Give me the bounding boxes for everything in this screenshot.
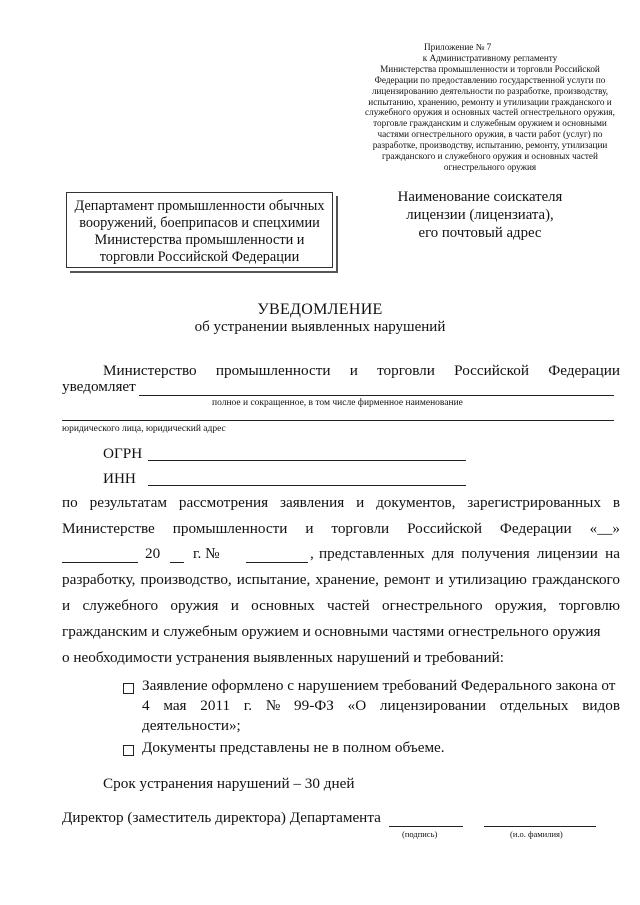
director-label: Директор (заместитель директора) Департамента — [62, 809, 381, 826]
appendix-line: Министерства промышленности и торговли Российской — [380, 63, 600, 74]
word: основных — [251, 597, 315, 614]
appendix-line: к Административному регламенту — [422, 52, 558, 63]
word: «О — [347, 697, 367, 714]
paragraph-line-2 — [62, 520, 620, 538]
word: Министерстве — [62, 520, 155, 537]
word: служебного — [82, 597, 159, 614]
item-violation-line-1: Заявление оформлено с нарушением требований Федерального закона от — [142, 677, 616, 694]
department-line: торговли Российской Федерации — [99, 249, 300, 265]
paragraph-ministry-line — [103, 362, 620, 380]
applicant-line: лицензии (лицензиата), — [406, 207, 554, 223]
appendix-line: Федерации по предоставлению государственной услуги по — [374, 74, 606, 85]
date-day-blank: «__» — [589, 520, 620, 537]
word: видов — [582, 697, 620, 714]
word: № — [265, 697, 281, 714]
word: г. — [243, 697, 253, 714]
department-box — [66, 192, 333, 268]
deadline-text: Срок устранения нарушений – 30 дней — [103, 775, 355, 792]
date-month-line — [62, 562, 138, 563]
word: гражданского — [531, 571, 620, 588]
word: промышленности — [172, 520, 288, 537]
word: 99-ФЗ — [294, 697, 334, 714]
word: испытание, — [236, 571, 311, 588]
word: получения — [461, 545, 530, 562]
reg-number-line — [246, 562, 308, 563]
word: Министерство — [103, 362, 197, 379]
word: отдельных — [499, 697, 569, 714]
appendix-line: частями огнестрельного оружия, в части работ (услуг) по — [377, 129, 603, 140]
appendix-line: гражданского и служебного оружия и основных частей — [382, 151, 598, 162]
word: и — [435, 571, 444, 588]
item-violation-line-2 — [142, 697, 620, 715]
word: торговлю — [559, 597, 620, 614]
item-violation-line-3: деятельности»; — [142, 717, 241, 734]
word: Российской — [407, 520, 482, 537]
department-line: Министерства промышленности и — [94, 232, 305, 248]
appendix-title: Приложение № 7 — [424, 42, 492, 52]
department-line: Департамент промышленности обычных — [74, 198, 325, 214]
org-address-line — [62, 420, 614, 421]
word: торговли — [377, 362, 435, 379]
word: хранение, — [315, 571, 379, 588]
paragraph-line-3 — [319, 545, 620, 563]
word: огнестрельного — [381, 597, 483, 614]
word: промышленности — [215, 362, 331, 379]
word: производство, — [140, 571, 232, 588]
word: ремонт — [383, 571, 431, 588]
item-incomplete-docs: Документы представлены не в полном объеме. — [142, 739, 445, 756]
paragraph-line-6: гражданским и служебным оружием и основными частями огнестрельного оружия — [62, 623, 601, 640]
word: документов, — [376, 494, 456, 511]
word: и — [349, 362, 358, 379]
word: 4 — [142, 697, 150, 714]
year-prefix: 20 — [145, 545, 161, 562]
word: оружия — [170, 597, 219, 614]
notifies-label: уведомляет — [62, 378, 136, 395]
word: торговли — [331, 520, 390, 537]
word: оружия, — [494, 597, 547, 614]
inn-label: ИНН — [103, 470, 136, 487]
appendix-line: торговле гражданским и служебным оружием и основными — [373, 118, 607, 129]
signature-caption: (подпись) — [402, 829, 438, 839]
word: лицензировании — [379, 697, 487, 714]
word: заявления — [279, 494, 345, 511]
notice-subtitle: об устранении выявленных нарушений — [194, 319, 446, 335]
applicant-address-block — [360, 188, 600, 242]
year-suffix-line — [170, 562, 184, 563]
paragraph-line-4 — [62, 571, 620, 589]
word: утилизацию — [448, 571, 527, 588]
reg-number-label: г. № — [193, 545, 220, 562]
notice-title: УВЕДОМЛЕНИЕ — [257, 301, 383, 318]
appendix-line: испытанию, хранению, ремонту и утилизации гражданского и — [368, 96, 612, 107]
word: результатам — [89, 494, 167, 511]
ogrn-field-line — [148, 460, 466, 461]
word: разработку, — [62, 571, 136, 588]
word: в — [612, 494, 620, 511]
paragraph-line-5 — [62, 597, 620, 615]
inn-field-line — [148, 485, 466, 486]
org-name-line — [139, 395, 614, 396]
appendix-line: разработке, производству, испытанию, ремонту, утилизации — [372, 140, 608, 151]
word: зарегистрированных — [467, 494, 601, 511]
fio-line[interactable] — [484, 826, 596, 827]
org-address-caption: юридического лица, юридический адрес — [62, 424, 226, 434]
applicant-line: Наименование соискателя — [397, 189, 563, 205]
fio-caption: (и.о. фамилия) — [510, 829, 563, 839]
appendix-line: лицензированию деятельности по разработке, производству, — [371, 85, 609, 96]
word: по — [62, 494, 78, 511]
ogrn-label: ОГРН — [103, 445, 143, 462]
paragraph-line-1 — [62, 494, 620, 512]
word: представленных — [319, 545, 425, 562]
word: частей — [327, 597, 370, 614]
checkbox-incomplete-docs[interactable] — [123, 745, 134, 756]
word: и — [305, 520, 314, 537]
appendix-line: огнестрельного оружия — [443, 161, 537, 172]
word: 2011 — [200, 697, 231, 714]
word: на — [605, 545, 620, 562]
word: и — [62, 597, 71, 614]
word: Федерации — [548, 362, 620, 379]
word: лицензии — [536, 545, 598, 562]
word: и — [356, 494, 365, 511]
appendix-header — [362, 42, 618, 173]
appendix-line: служебного оружия и основных частей огнестрельного оружия, — [365, 107, 615, 118]
word: Федерации — [499, 520, 572, 537]
word: для — [431, 545, 455, 562]
word: мая — [163, 697, 187, 714]
word: Российской — [454, 362, 529, 379]
checkbox-violation[interactable] — [123, 683, 134, 694]
paragraph-line-7: о необходимости устранения выявленных нарушений и требований: — [62, 649, 505, 666]
department-line: вооружений, боеприпасов и спецхимии — [79, 215, 320, 231]
word: рассмотрения — [178, 494, 269, 511]
signature-line[interactable] — [389, 826, 463, 827]
word: и — [230, 597, 239, 614]
applicant-line: его почтовый адрес — [418, 225, 542, 241]
org-name-caption: полное и сокращенное, в том числе фирменное наименование — [212, 398, 463, 408]
